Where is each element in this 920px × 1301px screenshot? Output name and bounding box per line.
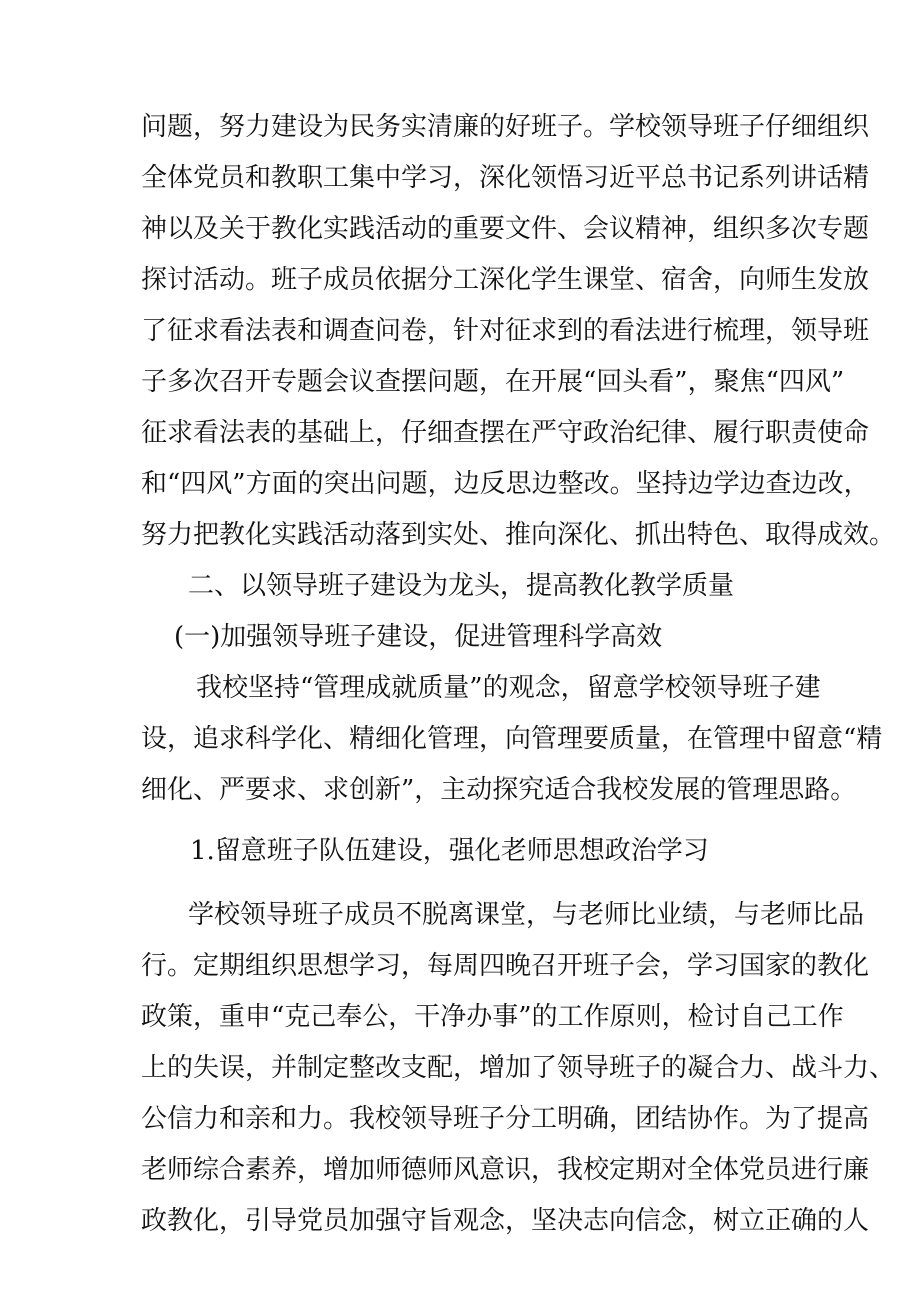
paragraph-line: 细化、严要求、求创新”，主动探究适合我校发展的管理思路。: [141, 775, 857, 805]
paragraph-line: 老师综合素养，增加师德师风意识，我校定期对全体党员进行廉: [141, 1155, 870, 1185]
section-heading: 二、以领导班子建设为龙头，提高教化教学质量: [188, 571, 735, 601]
paragraph-line: 征求看法表的基础上，仔细查摆在严守政治纪律、履行职责使命: [141, 418, 870, 448]
paragraph-line: 我校坚持“管理成就质量”的观念，留意学校领导班子建: [196, 673, 821, 703]
item-heading: 1.留意班子队伍建设，强化老师思想政治学习: [190, 836, 709, 866]
paragraph-line: 问题，努力建设为民务实清廉的好班子。学校领导班子仔细组织: [141, 112, 870, 142]
paragraph-line: 政教化，引导党员加强守旨观念，坚决志向信念，树立正确的人: [141, 1206, 870, 1236]
paragraph-line: 设，追求科学化、精细化管理，向管理要质量，在管理中留意“精: [141, 724, 883, 754]
paragraph-line: 神以及关于教化实践活动的重要文件、会议精神，组织多次专题: [141, 214, 870, 244]
paragraph-line: 探讨活动。班子成员依据分工深化学生课堂、宿舍，向师生发放: [141, 265, 870, 295]
paragraph-line: 政策，重申“克己奉公，干净办事”的工作原则，检讨自己工作: [141, 1002, 844, 1032]
paragraph-line: 全体党员和教职工集中学习，深化领悟习近平总书记系列讲话精: [141, 163, 870, 193]
subsection-heading: (一)加强领导班子建设，促进管理科学高效: [174, 622, 663, 652]
paragraph-line: 上的失误，并制定整改支配，增加了领导班子的凝合力、战斗力、: [141, 1053, 896, 1083]
paragraph-line: 行。定期组织思想学习，每周四晚召开班子会，学习国家的教化: [141, 951, 870, 981]
paragraph-line: 学校领导班子成员不脱离课堂，与老师比业绩，与老师比品: [188, 900, 865, 930]
paragraph-line: 公信力和亲和力。我校领导班子分工明确，团结协作。为了提高: [141, 1104, 870, 1134]
paragraph-line: 了征求看法表和调查问卷，针对征求到的看法进行梳理，领导班: [141, 316, 870, 346]
paragraph-line: 子多次召开专题会议查摆问题，在开展“回头看”，聚焦“四风”: [141, 367, 845, 397]
paragraph-line: 和“四风”方面的突出问题，边反思边整改。坚持边学边查边改，: [141, 469, 870, 499]
paragraph-line: 努力把教化实践活动落到实处、推向深化、抓出特色、取得成效。: [141, 520, 896, 550]
